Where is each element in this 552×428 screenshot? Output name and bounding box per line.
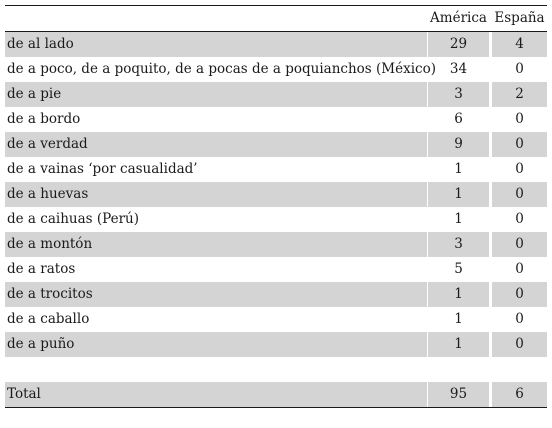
table-row: [5, 307, 547, 332]
row-america: 3: [428, 232, 489, 257]
row-espana: 0: [492, 182, 547, 207]
table-row: [5, 332, 547, 357]
table-row: [5, 157, 547, 182]
row-america: 3: [428, 82, 489, 107]
row-espana: 0: [515, 211, 524, 227]
table-row: [5, 132, 547, 157]
row-label: de a caihuas (Perú): [7, 211, 139, 227]
table-row: [5, 182, 547, 207]
row-america: 1: [454, 311, 463, 327]
table-row: [5, 232, 547, 257]
table-row: [5, 282, 547, 307]
total-espana: 6: [492, 382, 547, 407]
table-row: [5, 257, 547, 282]
row-label: de a pie: [5, 82, 427, 107]
table-row: [5, 57, 547, 82]
row-espana: 0: [492, 282, 547, 307]
row-label: de a huevas: [5, 182, 427, 207]
row-america: 6: [454, 111, 463, 127]
row-america: 34: [449, 61, 468, 77]
row-america: 5: [454, 261, 463, 277]
row-espana: 0: [492, 332, 547, 357]
row-label: de a verdad: [5, 132, 427, 157]
header-row: [5, 6, 547, 31]
row-espana: 0: [515, 111, 524, 127]
table-row: [5, 82, 547, 107]
row-label: de a montón: [5, 232, 427, 257]
total-row: [5, 382, 547, 407]
row-america: 1: [454, 211, 463, 227]
row-america: 1: [428, 282, 489, 307]
table-row: [5, 107, 547, 132]
row-america: 1: [428, 332, 489, 357]
row-america: 1: [454, 161, 463, 177]
row-espana: 4: [492, 32, 547, 57]
header-america: América: [430, 10, 487, 26]
table-row: [5, 32, 547, 57]
row-america: 1: [428, 182, 489, 207]
row-label: de al lado: [5, 32, 427, 57]
row-label: de a ratos: [7, 261, 76, 277]
bottom-rule: [5, 407, 547, 408]
row-espana: 0: [515, 61, 524, 77]
row-espana: 0: [492, 132, 547, 157]
row-america: 9: [428, 132, 489, 157]
row-espana: 2: [492, 82, 547, 107]
row-label: de a puño: [5, 332, 427, 357]
header-label: [5, 6, 427, 31]
row-espana: 0: [492, 232, 547, 257]
header-espana: España: [494, 10, 545, 26]
row-label: de a caballo: [7, 311, 90, 327]
row-espana: 0: [515, 261, 524, 277]
row-label: de a vainas ‘por casualidad’: [7, 161, 198, 177]
row-america: 29: [428, 32, 489, 57]
row-label: de a poco, de a poquito, de a pocas de a poquianchos (México): [7, 61, 436, 77]
row-label: de a bordo: [7, 111, 81, 127]
row-espana: 0: [515, 161, 524, 177]
row-label: de a trocitos: [5, 282, 427, 307]
table-row: [5, 207, 547, 232]
row-espana: 0: [515, 311, 524, 327]
total-america: 95: [428, 382, 489, 407]
total-label: Total: [5, 382, 427, 407]
